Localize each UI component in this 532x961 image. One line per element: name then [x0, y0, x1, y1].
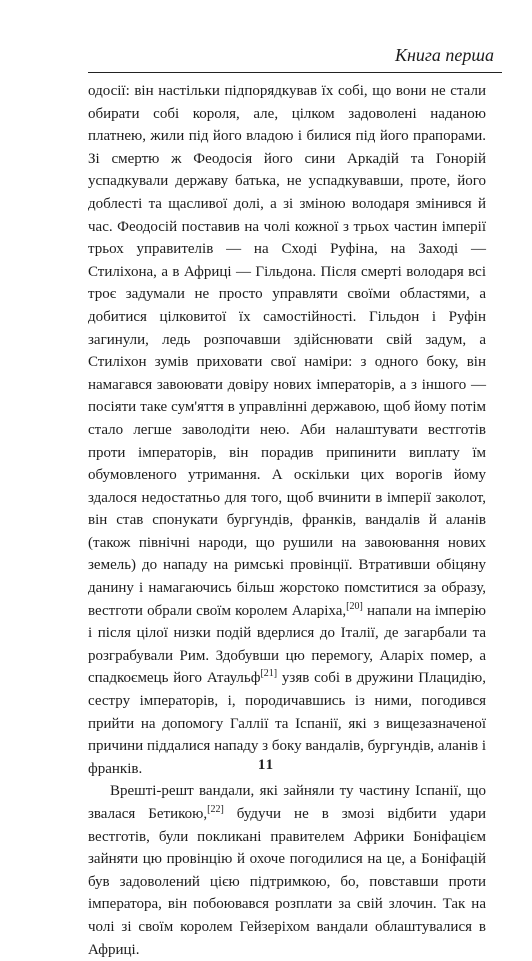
paragraph-1-text-2: напали на імперію і після цілої низки подій вдерлися до Італії, де загарбали та розграбували Рим. Здобувши цю перемогу, Аларіх помер, а спадкоємець його Атаульф — [88, 602, 486, 687]
header-rule — [88, 72, 502, 73]
paragraph-2 — [88, 780, 486, 961]
book-part-title: Книга перша — [395, 45, 494, 65]
body-text — [88, 80, 486, 961]
paragraph-1 — [88, 80, 486, 780]
running-header — [0, 44, 532, 78]
page-number: 11 — [257, 757, 275, 773]
footnote-ref-21[interactable]: [21] — [260, 668, 278, 680]
footnote-ref-20[interactable]: [20] — [346, 600, 363, 612]
paragraph-1-text-1: одосії: він настільки підпорядкував їх собі, що вони не стали обирати собі короля, але, цілком задоволені наданою платнею, жили під його владою і билися під його прапорами. Зі смертю ж Феодосія його сини Аркадій та Гонорій успадкували державу батька, не успадкувавши, проте, його доблесті та щасливої долі, а зі зміною володаря змінився й час. Феодосій поставив на чолі кожної з трьох частин імперії трьох управителів — на Сході Руфіна, на Заході — Стиліхона, а в Африці — Гільдона. Після смерті володаря всі троє задумали не просто управляти своїми областями, а добитися цілковитої їх самостійності. Гільдон і Руфін загинули, ледь розпочавши здійснювати свій задум, а Стиліхон зумів приховати свої наміри: з одного боку, він намагався завоювати довіру нових імператорів, а з іншого — посіяти таке сум'яття в управлінні державою, щоб йому потім стало легше заволодіти нею. Аби налаштувати вестготів проти імператорів, він порадив припинити виплату їм обумовленого утримання. А оскільки цих ворогів йому здалося недостатньо для того, щоб вчинити в імперії заколот, він став спонукати бургундів, франків, вандалів й аланів (також північні народи, що рушили на завоювання нових земель) до нападу на римські провінції. Втративши обіцяну данину і намагаючись більш жорстоко помститися за образу, вестготи обрали своїм королем Аларіха, — [88, 83, 486, 619]
paragraph-2-text-2: будучи не в змозі відбити удари вестготів, були покликані правителем Африки Боніфацієм зайняти цю провінцію й охоче погодилися на це, а Боніфацій був задоволений цією підтримкою, бо, повставши проти імператора, він побоювався розплати за свій злочин. Так на чолі зі своїм королем Гейзеріхом вандали облаштувалися в Африці. — [88, 806, 486, 958]
paragraph-1-text-3: узяв собі в дружини Плацидію, сестру імператорів, і, породичавшись із ними, погодився прийти на допомогу Галлії та Іспанії, які з вищезазначеної причини піддалися нападу з боку вандалів, бургундів, аланів і франків. — [88, 670, 486, 777]
footnote-ref-22[interactable]: [22] — [207, 804, 224, 815]
paragraph-2-text-1: Врешті-решт вандали, які зайняли ту частину Іспанії, що звалася Бетикою, — [88, 783, 486, 822]
